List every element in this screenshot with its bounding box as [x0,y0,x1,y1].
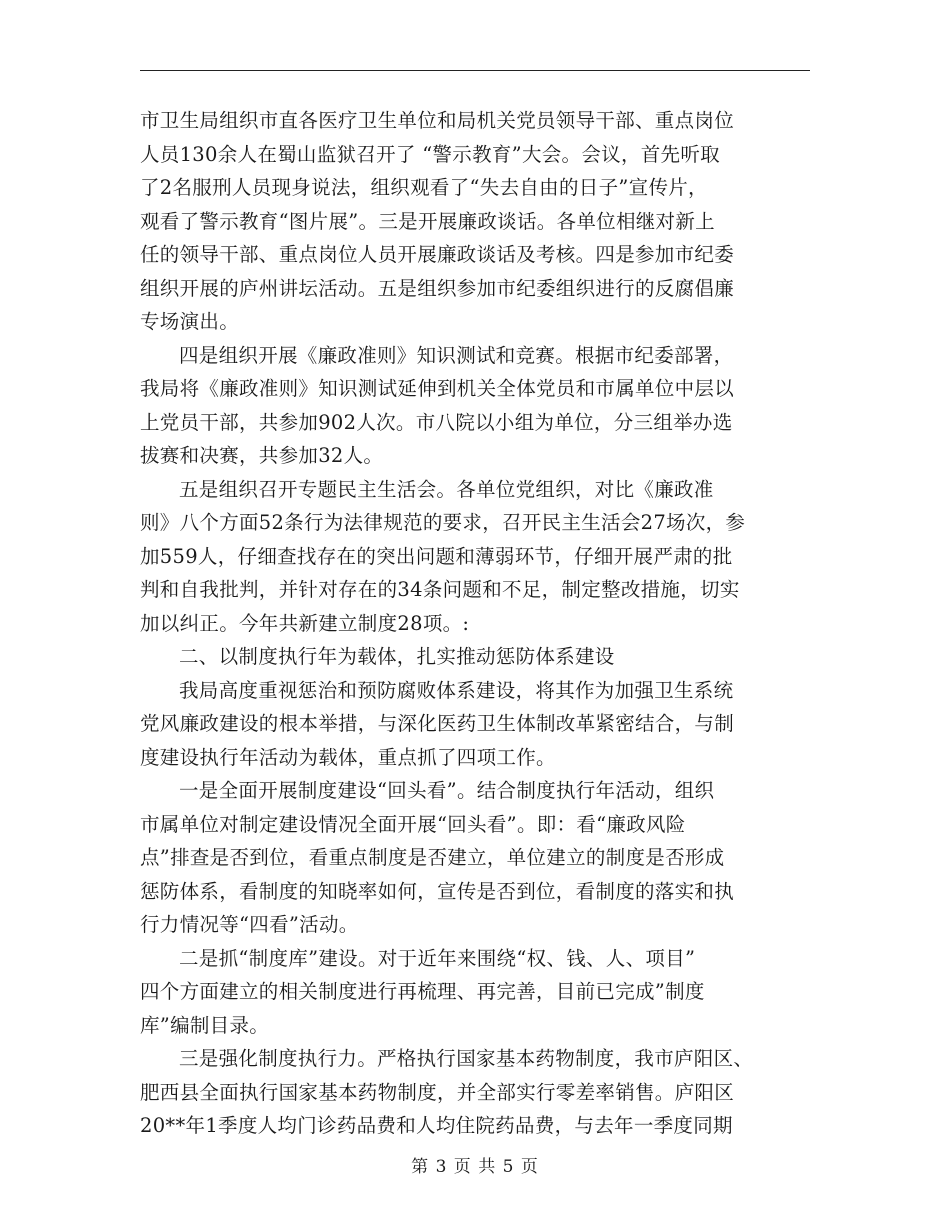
text-line: 专场演出。 [140,310,240,333]
section-heading: 二、以制度执行年为载体，扎实推动惩防体系建设 [179,645,615,668]
paragraph-first-line: 五是组织召开专题民主生活会。各单位党组织，对比《廉政准 [179,477,714,501]
text-line: 上党员干部，共参加902人次。市八院以小组为单位，分三组举办选 [140,410,733,434]
header-rule [140,70,810,71]
text-line: 市卫生局组织市直各医疗卫生单位和局机关党员领导干部、重点岗位 [140,109,735,132]
text-line: 任的领导干部、重点岗位人员开展廉政谈话及考核。四是参加市纪委 [140,243,735,266]
text-line: 加以纠正。今年共新建立制度28项。: [140,611,470,635]
text-line: 拔赛和决赛，共参加32人。 [140,444,384,467]
text-line: 了2名服刑人员现身说法，组织观看了“失去自由的日子”宣传片， [140,176,708,199]
paragraph-first-line: 一是全面开展制度建设“回头看”。结合制度执行年活动，组织 [179,779,715,802]
text-line: 行力情况等“四看”活动。 [140,913,359,936]
paragraph-first-line: 我局高度重视惩治和预防腐败体系建设，将其作为加强卫生系统 [179,678,734,702]
paragraph-first-line: 四是组织开展《廉政准则》知识测试和竞赛。根据市纪委部署， [179,343,734,367]
text-line: 四个方面建立的相关制度进行再梳理、再完善，目前已完成”制度 [140,980,705,1003]
text-line: 则》八个方面52条行为法律规范的要求，召开民主生活会27场次，参 [140,511,746,534]
text-line: 组织开展的庐州讲坛活动。五是组织参加市纪委组织进行的反腐倡廉 [140,276,735,300]
document-body [140,104,810,1143]
text-line: 观看了警示教育“图片展”。三是开展廉政谈话。各单位相继对新上 [140,209,715,233]
paragraph-first-line: 三是强化制度执行力。严格执行国家基本药物制度，我市庐阳区、 [179,1047,754,1070]
paragraph-first-line: 二是抓“制度库”建设。对于近年来围绕“权、钱、人、项目” [179,946,696,970]
page-number-footer: 第 3 页 共 5 页 [411,1157,539,1177]
text-line: 库”编制目录。 [140,1013,270,1037]
text-line: 市属单位对制定建设情况全面开展“回头看”。即：看“廉政风险 [140,812,686,836]
text-line: 党风廉政建设的根本举措，与深化医药卫生体制改革紧密结合，与制 [140,712,735,735]
text-line: 人员130余人在蜀山监狱召开了 “警示教育”大会。会议，首先听取 [140,142,720,166]
text-line: 点”排查是否到位，看重点制度是否建立，单位建立的制度是否形成 [140,846,725,869]
text-line: 加559人，仔细查找存在的突出问题和薄弱环节，仔细开展严肃的批 [140,544,733,568]
text-line: 判和自我批判，并针对存在的34条问题和不足，制定整改措施，切实 [140,578,740,601]
text-line: 度建设执行年活动为载体，重点抓了四项工作。 [140,745,556,769]
text-line: 20**年1季度人均门诊药品费和人均住院药品费，与去年一季度同期 [140,1114,733,1137]
text-line: 肥西县全面执行国家基本药物制度，并全部实行零差率销售。庐阳区 [140,1080,735,1104]
text-line: 我局将《廉政准则》知识测试延伸到机关全体党员和市属单位中层以 [140,377,735,400]
text-line: 惩防体系，看制度的知晓率如何，宣传是否到位，看制度的落实和执 [140,879,735,903]
